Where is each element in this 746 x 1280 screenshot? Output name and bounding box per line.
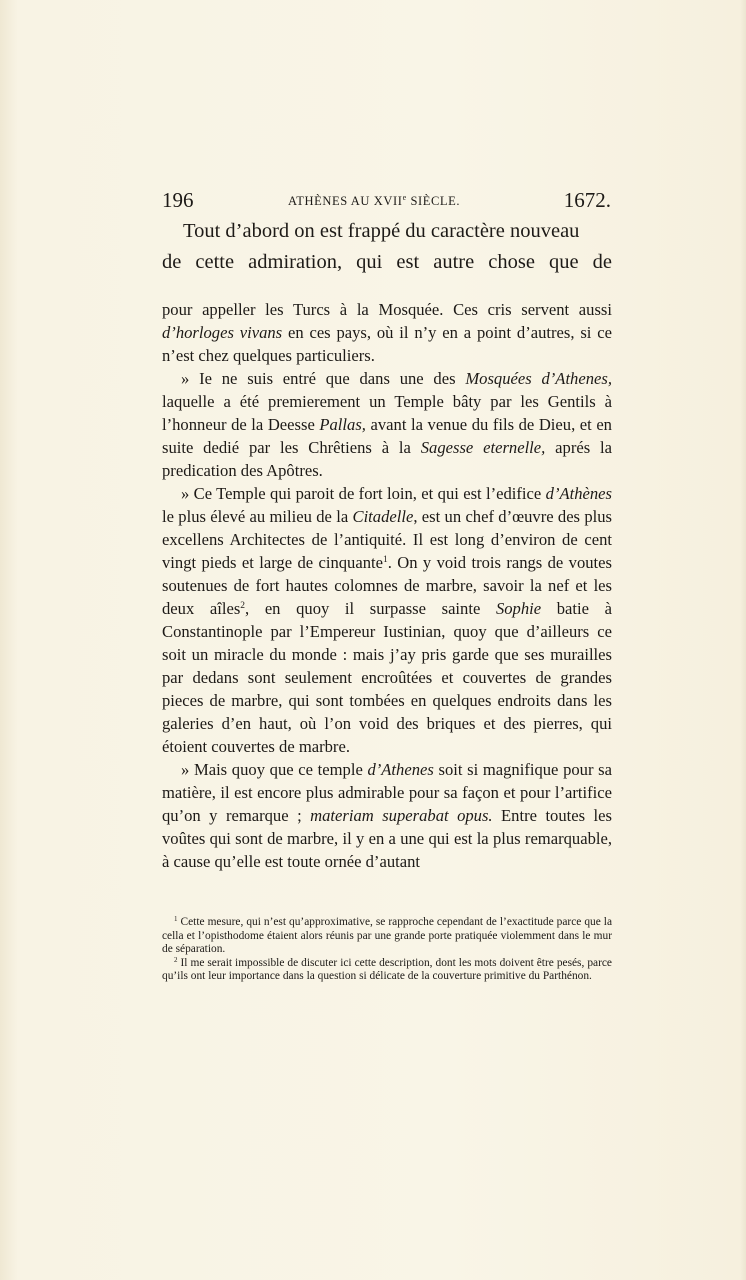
p4-text-c: soit si magnifique pour sa matière, il est encore plus admirable pour sa façon et pour l’artifice qu’on y remarque ; <box>162 760 612 825</box>
p3-italic-sophie: Sophie <box>495 599 542 618</box>
quoted-body <box>162 298 612 873</box>
p2-text-e: avant la venue du fils de Dieu, et en suite dedié par les Chrêtiens à la <box>162 415 612 457</box>
p2-italic-sagesse: Sagesse eternelle, <box>420 438 546 457</box>
p2-italic-pallas: Pallas, <box>319 415 366 434</box>
footnote-1-text: Cette mesure, qui n’est qu’approximative, se rapproche cependant de l’exactitude parce que la cella et l’opisthodome étaient alors réunis par une grande porte pratiquée violemment dans le mur de séparation. <box>162 916 612 956</box>
page-number: 196 <box>162 188 194 212</box>
p1-text-a: pour appeller les Turcs à la Mosquée. Ces cris servent aussi <box>162 300 612 319</box>
running-title <box>288 191 460 211</box>
p4-text-e: Entre toutes les voûtes qui sont de marbre, il y en a une qui est la plus remarquable, à cause qu’elle est toute ornée d’autant <box>162 806 612 871</box>
p2-text-a: » Ie ne suis entré que dans une des <box>181 369 466 388</box>
running-title-superscript: e <box>402 193 407 202</box>
p3-text-a: » Ce Temple qui paroit de fort loin, et qui est l’edifice <box>181 484 546 503</box>
footnotes <box>162 916 612 984</box>
running-year: 1672. <box>563 188 611 212</box>
footnote-ref-2[interactable]: 2 <box>240 601 246 611</box>
paragraph-4 <box>162 758 612 873</box>
p4-text-a: » Mais quoy que ce temple <box>181 760 368 779</box>
footnote-1-marker: 1 <box>174 915 178 923</box>
p3-text-i: batie à Constantinople par l’Empereur Iustinian, quoy que d’ailleurs ce soit un miracle du monde : mais j’ay pris garde que ses murailles par dedans sont seulement encroûtées et couvertes de grandes pieces de marbre, qui sont tombées en quelques endroits dans les galeries d’en haut, où l’on void des briques et des pierres, qui étoient couvertes de marbre. <box>162 599 612 756</box>
p3-text-e: , est un chef d’œuvre des plus excellens Architectes de l’antiquité. Il est long d’environ de cent vingt pieds et large de cinquante <box>162 507 612 572</box>
p2-italic-mosquees: Mosquées d’Athenes, <box>465 369 612 388</box>
p3-italic-citadelle: Citadelle <box>352 507 414 526</box>
p3-italic-athenes: d’Athènes <box>545 484 612 503</box>
intro-text <box>162 216 612 277</box>
paragraph-3 <box>162 482 612 758</box>
footnote-2-marker: 2 <box>174 955 178 964</box>
p4-italic-athenes: d’Athenes <box>367 760 434 779</box>
p1-italic-horloges: d’horloges vivans <box>162 323 283 342</box>
footnote-2-text: Il me serait impossible de discuter ici cette description, dont les mots doivent être pesés, parce qu’ils ont leur importance dans la question si délicate de la couverture primitive du Parthénon. <box>162 956 612 983</box>
paragraph-2 <box>162 367 612 482</box>
footnote-ref-1[interactable]: 1 <box>383 555 388 565</box>
running-head <box>162 186 612 216</box>
p4-italic-materiam: materiam superabat opus. <box>310 806 493 825</box>
p2-text-g: aprés la predication des Apôtres. <box>162 438 612 480</box>
intro-line-2: de cette admiration, qui est autre chose que de <box>162 250 612 273</box>
p2-text-c: laquelle a été premierement un Temple bâty par les Gentils à l’honneur de la Deesse <box>162 392 612 434</box>
p3-text-f: . On y void trois rangs de voutes soutenues de fort hautes colomnes de marbre, savoir la nef et les deux aîles <box>162 553 612 618</box>
running-title-end: SIÈCLE. <box>406 194 461 208</box>
page-edge-shadow <box>740 0 746 1280</box>
p1-text-c: en ces pays, où il n’y en a point d’autres, si ce n’est chez quelques particuliers. <box>162 323 612 365</box>
p3-text-g: , en quoy il surpasse sainte <box>245 599 496 618</box>
running-title-main: ATHÈNES AU XVII <box>288 194 403 208</box>
p3-text-c: le plus élevé au milieu de la <box>162 507 353 526</box>
intro-line-1: Tout d’abord on est frappé du caractère nouveau <box>183 220 580 242</box>
paragraph-1 <box>162 298 612 367</box>
footnote-2 <box>162 957 612 984</box>
footnote-1 <box>162 916 612 957</box>
